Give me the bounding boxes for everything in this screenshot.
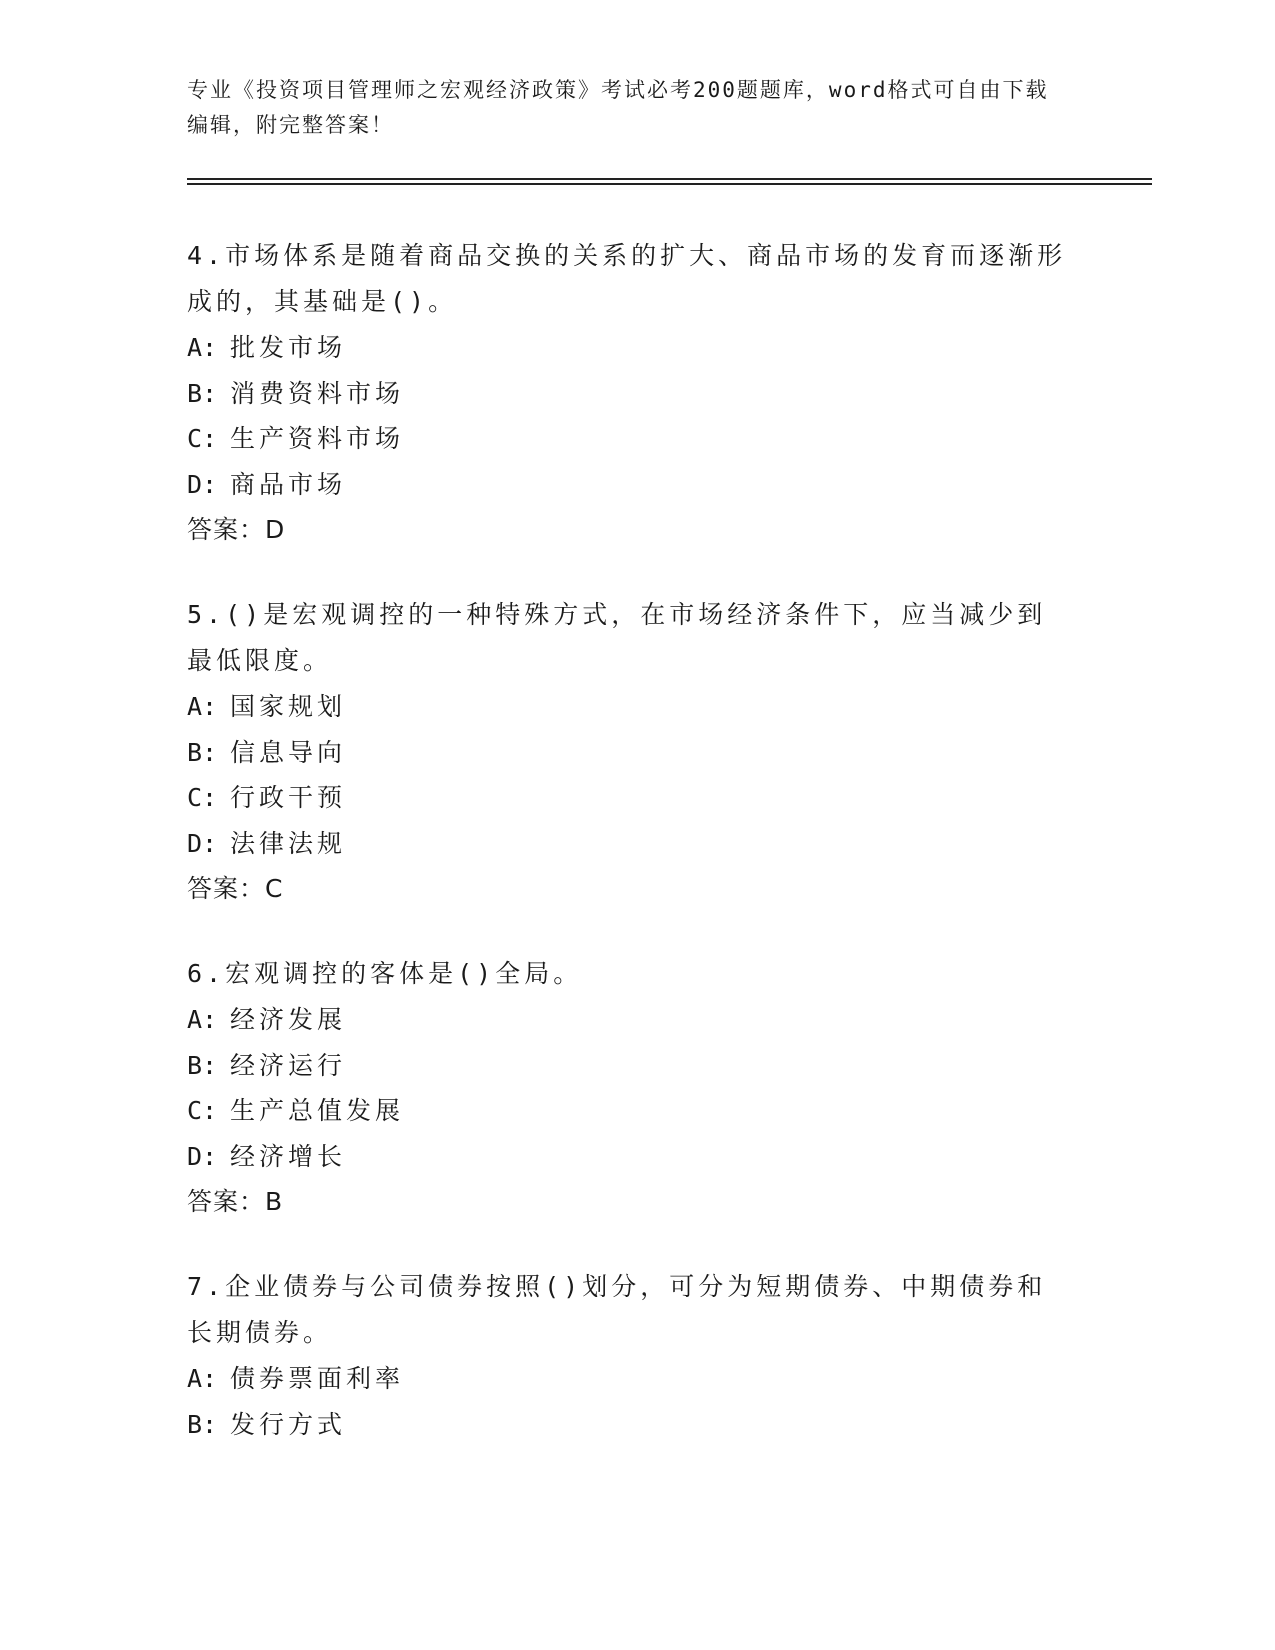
document-header: 专业《投资项目管理师之宏观经济政策》考试必考200题题库，word格式可自由下载编辑，附完整答案！ <box>187 78 1049 137</box>
option-b <box>187 1043 1067 1089</box>
question-stem: 6.宏观调控的客体是()全局。 <box>187 959 583 988</box>
question-stem: 4.市场体系是随着商品交换的关系的扩大、商品市场的发育而逐渐形成的，其基础是()。 <box>187 241 1067 316</box>
option-letter: A: <box>187 692 218 721</box>
question-4 <box>187 233 1067 553</box>
option-d <box>187 821 1067 867</box>
option-c <box>187 775 1067 821</box>
option-letter: A: <box>187 1364 218 1393</box>
option-text: 发行方式 <box>230 1409 347 1439</box>
option-b <box>187 730 1067 776</box>
option-text: 批发市场 <box>230 333 347 362</box>
option-letter: B: <box>187 1050 218 1080</box>
option-text: 经济发展 <box>230 1005 347 1034</box>
option-a <box>187 325 1067 371</box>
option-letter: D: <box>187 828 218 858</box>
header-divider-bottom <box>187 183 1152 185</box>
option-text: 生产总值发展 <box>230 1096 405 1125</box>
option-text: 商品市场 <box>230 469 347 499</box>
option-text: 国家规划 <box>230 692 347 721</box>
answer-line: 答案：C <box>187 874 284 903</box>
option-d <box>187 462 1067 508</box>
option-letter: B: <box>187 737 218 767</box>
option-letter: C: <box>187 1096 218 1125</box>
option-letter: A: <box>187 1005 218 1034</box>
option-c <box>187 416 1067 462</box>
answer-line: 答案：B <box>187 1187 284 1216</box>
question-stem: 7.企业债券与公司债券按照()划分，可分为短期债券、中期债券和长期债券。 <box>187 1272 1047 1347</box>
option-text: 消费资料市场 <box>230 378 405 408</box>
option-letter: A: <box>187 333 218 362</box>
option-letter: B: <box>187 378 218 408</box>
option-b <box>187 1402 1067 1448</box>
header-divider-top <box>187 178 1152 180</box>
option-a <box>187 1356 1067 1402</box>
option-c <box>187 1088 1067 1134</box>
option-text: 债券票面利率 <box>230 1364 405 1393</box>
question-list <box>187 233 1067 1486</box>
question-7 <box>187 1264 1067 1447</box>
question-5 <box>187 592 1067 912</box>
option-b <box>187 371 1067 417</box>
option-a <box>187 997 1067 1043</box>
question-stem: 5.()是宏观调控的一种特殊方式，在市场经济条件下，应当减少到最低限度。 <box>187 600 1047 675</box>
option-letter: D: <box>187 1141 218 1171</box>
option-letter: C: <box>187 424 218 453</box>
option-text: 信息导向 <box>230 737 347 767</box>
question-6 <box>187 951 1067 1225</box>
option-text: 法律法规 <box>230 828 347 858</box>
option-letter: B: <box>187 1409 218 1439</box>
option-text: 生产资料市场 <box>230 424 405 453</box>
answer-line: 答案：D <box>187 515 286 544</box>
option-text: 行政干预 <box>230 783 347 812</box>
option-text: 经济运行 <box>230 1050 347 1080</box>
option-letter: D: <box>187 469 218 499</box>
option-letter: C: <box>187 783 218 812</box>
option-text: 经济增长 <box>230 1141 347 1171</box>
option-a <box>187 684 1067 730</box>
option-d <box>187 1134 1067 1180</box>
